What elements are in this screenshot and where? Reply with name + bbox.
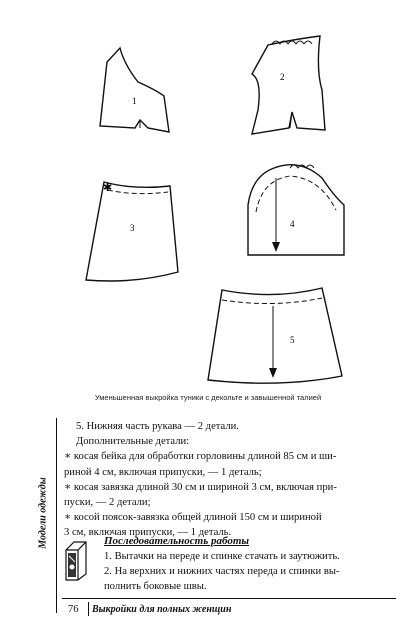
back-bodice-piece xyxy=(252,36,325,134)
text-line: 3 см, включая припуски, — 1 деталь. xyxy=(64,527,232,539)
page-number: 76 xyxy=(68,604,79,615)
text-line: ∗ косая бейка для обработки горловины длиной 85 см и ши- xyxy=(64,451,337,463)
work-sequence-title: Последовательность работы xyxy=(104,535,250,547)
piece-label-1: 1 xyxy=(132,96,137,106)
star-mark-icon: ✱ xyxy=(103,182,113,194)
piece-label-5: 5 xyxy=(290,335,295,345)
text-line: 2. На верхних и нижних частях переда и спинки вы- xyxy=(104,566,340,578)
text-line: 5. Нижняя часть рукава — 2 детали. xyxy=(76,421,239,432)
text-line: полнить боковые швы. xyxy=(104,581,207,593)
piece-label-4: 4 xyxy=(290,219,295,229)
sewing-machine-icon xyxy=(64,540,88,582)
text-line: Дополнительные детали: xyxy=(76,436,190,448)
section-side-label: Модели одежды xyxy=(37,476,49,549)
figure-caption: Уменьшенная выкройка туники с декольте и завышенной талией xyxy=(94,393,322,402)
text-line: ∗ косой поясок-завязка общей длиной 150 см и шириной xyxy=(64,512,322,524)
side-divider xyxy=(56,418,57,613)
footer-separator xyxy=(88,602,89,616)
text-line: ∗ косая завязка длиной 30 см и шириной 3 см, включая при- xyxy=(64,481,337,493)
footer-title: Выкройки для полных женщин xyxy=(92,604,232,615)
footer-divider xyxy=(62,598,396,599)
text-line: 1. Вытачки на переде и спинке стачать и заутюжить. xyxy=(104,551,340,562)
sleeve-piece xyxy=(248,165,344,255)
piece-label-2: 2 xyxy=(280,72,285,82)
piece-label-3: 3 xyxy=(130,223,135,233)
body-text xyxy=(64,419,384,541)
text-line: пуски, — 2 детали; xyxy=(64,497,151,509)
work-sequence-text xyxy=(104,549,394,595)
front-bodice-piece xyxy=(100,48,169,132)
text-line: риной 4 см, включая припуски, — 1 деталь; xyxy=(64,466,262,478)
